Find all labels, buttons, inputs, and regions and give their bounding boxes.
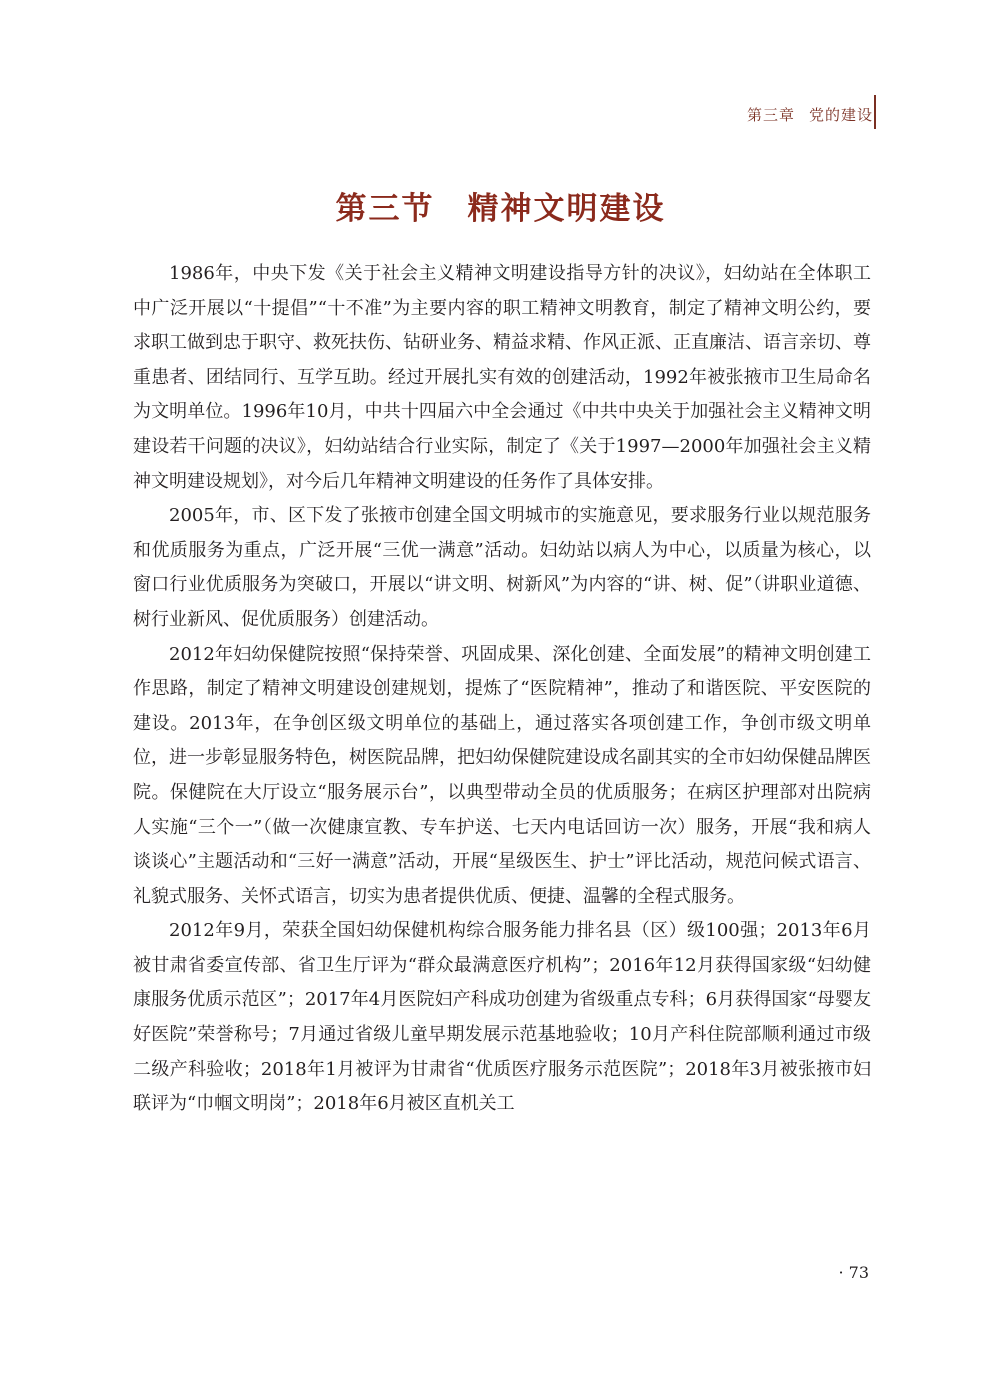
chapter-title: 党的建设 bbox=[808, 105, 873, 124]
paragraph: 2012年9月，荣获全国妇幼保健机构综合服务能力排名县（区）级100强；2013年6月被甘肃省委宣传部、省卫生厅评为“群众最满意医疗机构”；2016年12月获得国家级“妇幼健康服务优质示范区”；2017年4月医院妇产科成功创建为省级重点专科；6月获得国家“母婴友好医院”荣誉称号；7月通过省级儿童早期发展示范基地验收；10月产科住院部顺利通过市级二级产科验收；2018年1月被评为甘肃省“优质医疗服务示范医院”；2018年3月被张掖市妇联评为“巾帼文明岗”；2018年6月被区直机关工 bbox=[133, 920, 871, 1115]
section-title: 第三节 精神文明建设 bbox=[335, 191, 666, 227]
header-divider bbox=[874, 95, 876, 129]
body-text bbox=[133, 257, 871, 1122]
paragraph: 1986年，中央下发《关于社会主义精神文明建设指导方针的决议》，妇幼站在全体职工中广泛开展以“十提倡”“十不准”为主要内容的职工精神文明教育，制定了精神文明公约，要求职工做到忠于职守、救死扶伤、钻研业务、精益求精、作风正派、正直廉洁、语言亲切、尊重患者、团结同行、互学互助。经过开展扎实有效的创建活动，1992年被张掖市卫生局命名为文明单位。1996年10月，中共十四届六中全会通过《中共中央关于加强社会主义精神文明建设若干问题的决议》，妇幼站结合行业实际，制定了《关于1997—2000年加强社会主义精神文明建设规划》，对今后几年精神文明建设的任务作了具体安排。 bbox=[133, 263, 871, 492]
page-number: · 73 bbox=[838, 1263, 869, 1282]
paragraph: 2012年妇幼保健院按照“保持荣誉、巩固成果、深化创建、全面发展”的精神文明创建工作思路，制定了精神文明建设创建规划，提炼了“医院精神”，推动了和谐医院、平安医院的建设。2013年，在争创区级文明单位的基础上，通过落实各项创建工作，争创市级文明单位，进一步彰显服务特色，树医院品牌，把妇幼保健院建设成名副其实的全市妇幼保健品牌医院。保健院在大厅设立“服务展示台”，以典型带动全员的优质服务；在病区护理部对出院病人实施“三个一”（做一次健康宣教、专车护送、七天内电话回访一次）服务，开展“我和病人谈谈心”主题活动和“三好一满意”活动，开展“星级医生、护士”评比活动，规范问候式语言、礼貌式服务、关怀式语言，切实为患者提供优质、便捷、温馨的全程式服务。 bbox=[133, 643, 871, 907]
chapter-label: 第三章 bbox=[746, 105, 795, 124]
paragraph: 2005年，市、区下发了张掖市创建全国文明城市的实施意见，要求服务行业以规范服务和优质服务为重点，广泛开展“三优一满意”活动。妇幼站以病人为中心，以质量为核心，以窗口行业优质服务为突破口，开展以“讲文明、树新风”为内容的“讲、树、促”（讲职业道德、树行业新风、促优质服务）创建活动。 bbox=[133, 505, 871, 630]
running-header bbox=[747, 100, 873, 128]
